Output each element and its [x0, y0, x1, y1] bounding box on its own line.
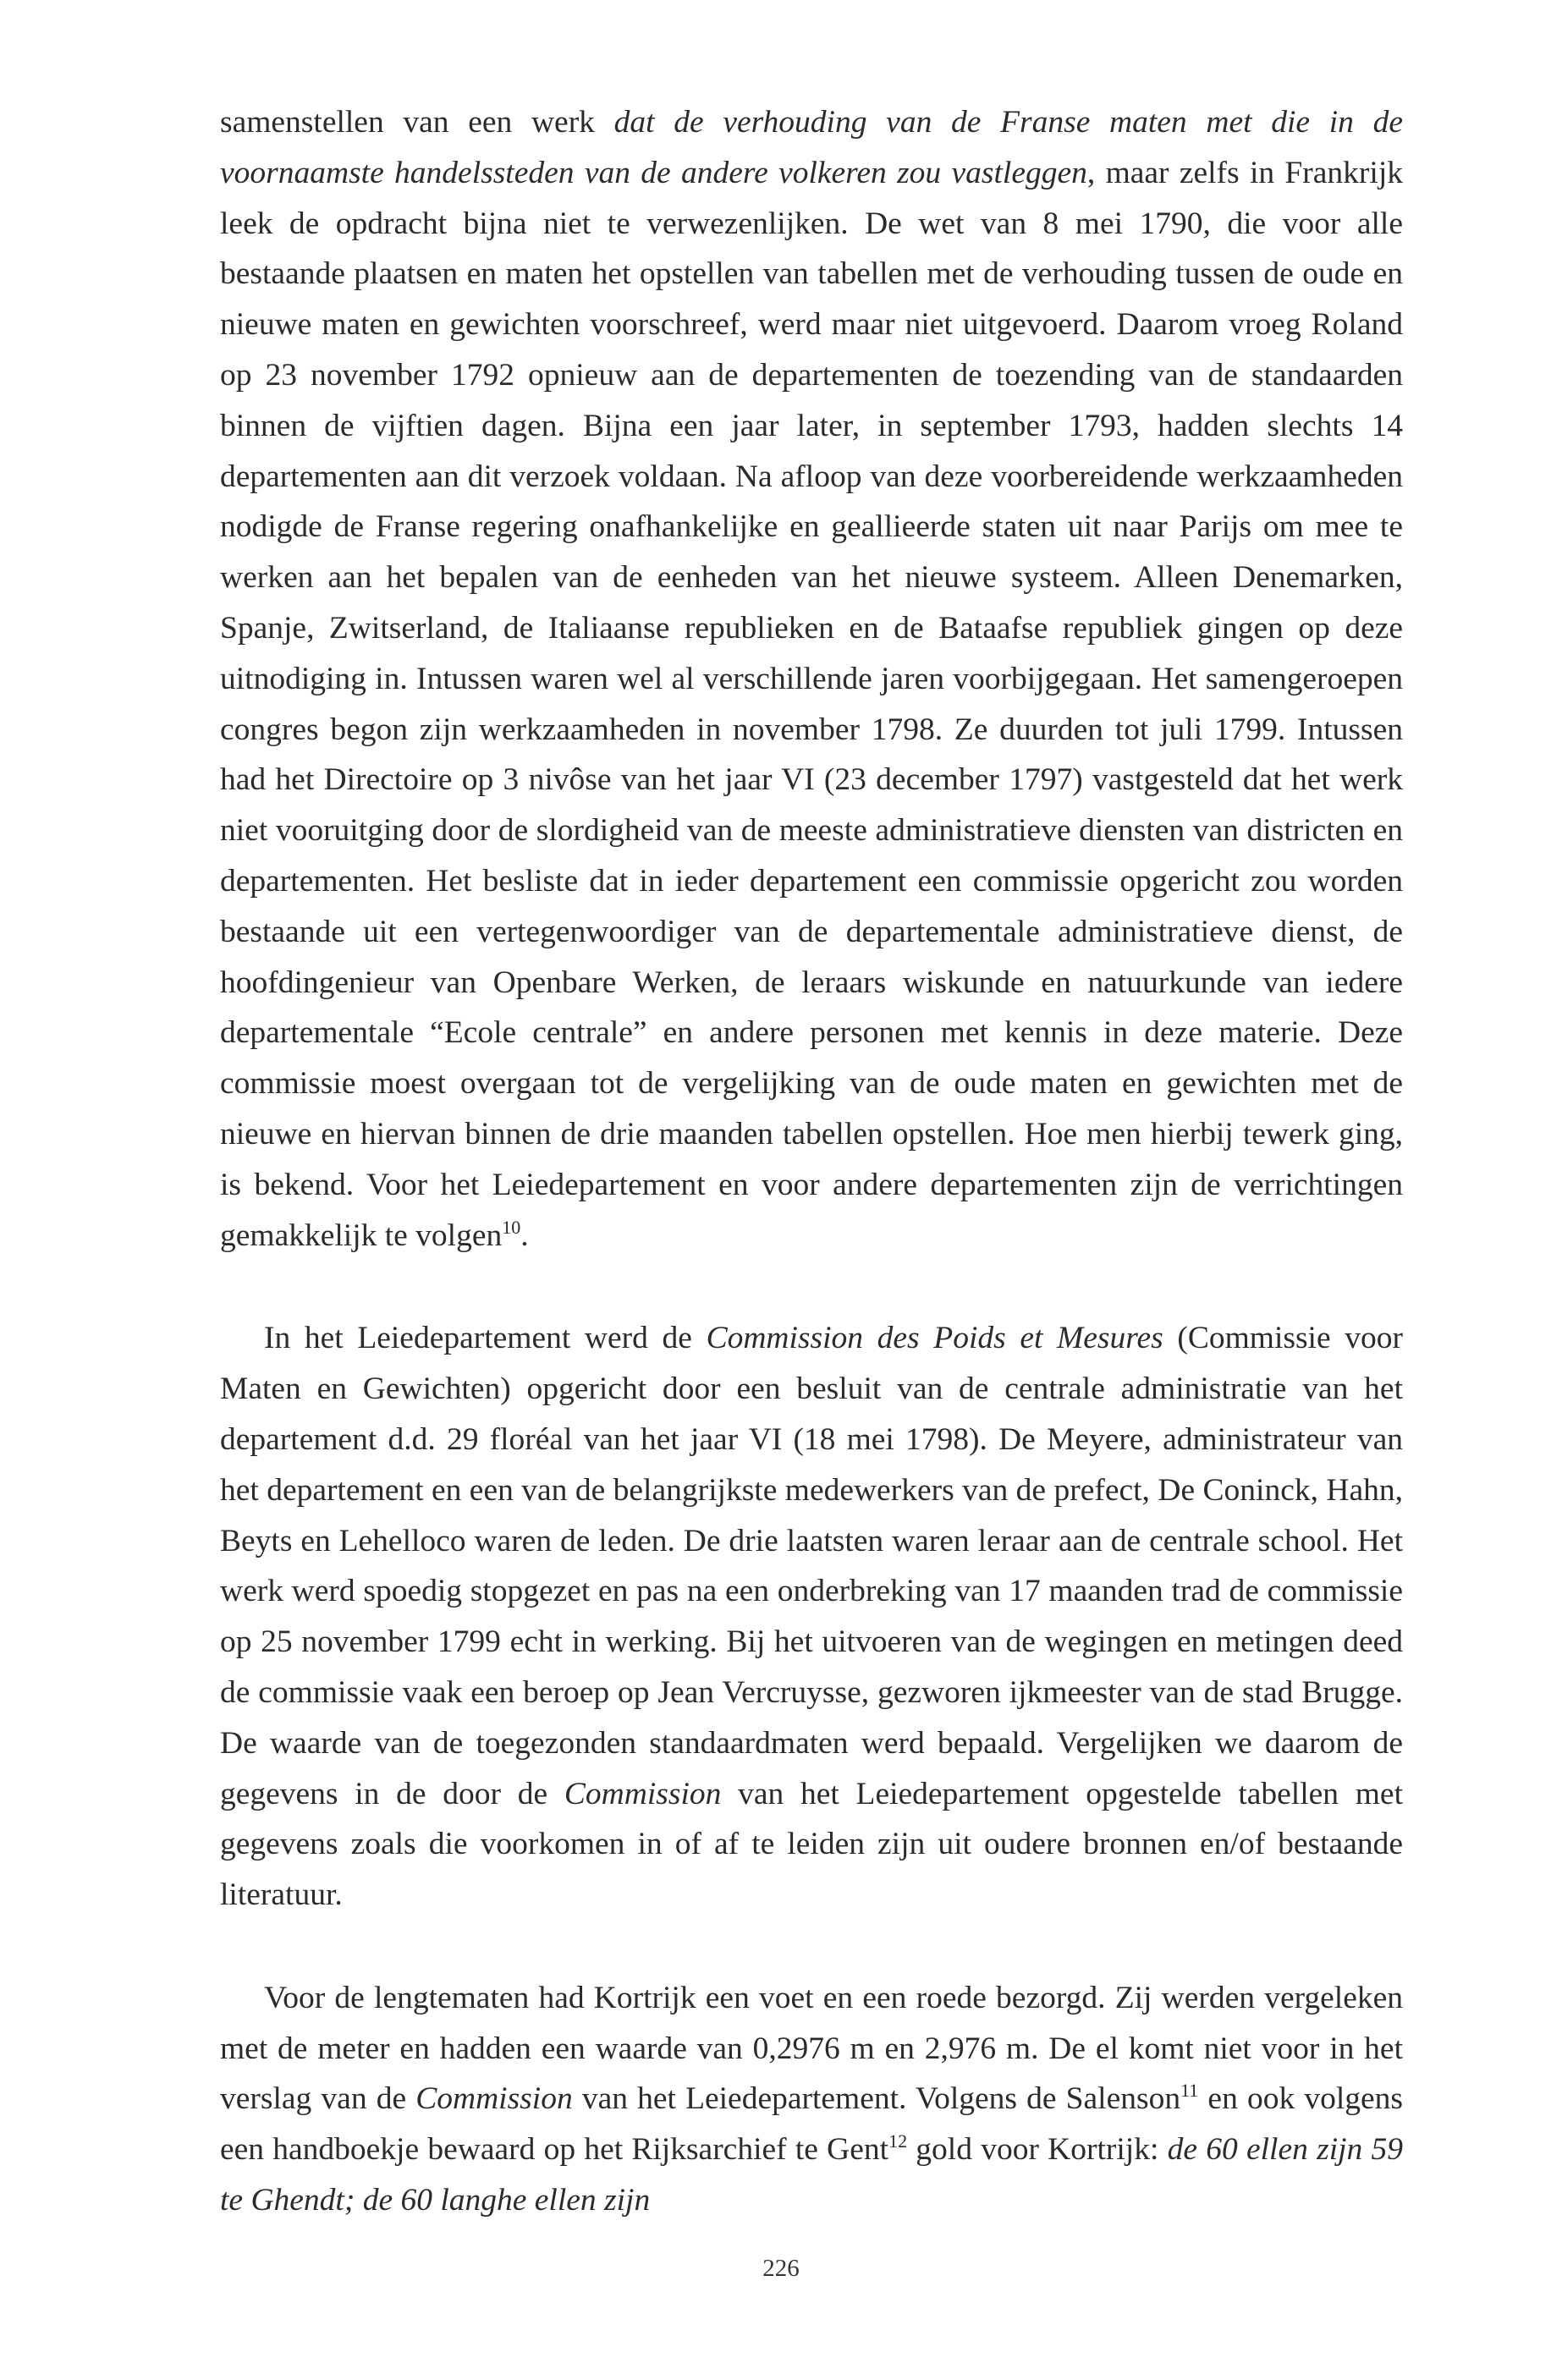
- footnote-ref: 10: [502, 1216, 521, 1238]
- footnote-ref: 12: [888, 2130, 908, 2152]
- footnote-ref: 11: [1180, 2080, 1199, 2102]
- paragraph-3: [220, 1973, 1403, 2226]
- italic-run: Commission des Poids et Mesures: [706, 1321, 1163, 1356]
- text-run: (Commissie voor Maten en Gewichten) opgericht door een besluit van de centrale administratie van het departement d.d. 29 floréal van het jaar VI (18 mei 1798). De Meyere, administrateur van het departement en een van de belangrijkste medewerkers van de prefect, De Coninck, Hahn, Beyts en Lehelloco waren de leden. De drie laatsten waren leraar aan de centrale school. Het werk werd spoedig stopgezet en pas na een onderbreking van 17 maanden trad de commissie op 25 november 1799 echt in werking. Bij het uitvoeren van de wegingen en metingen deed de commissie vaak een beroep op Jean Vercruysse, gezworen ijkmeester van de stad Brugge. De waarde van de toegezonden standaardmaten werd bepaald. Vergelijken we daarom de gegevens in de door de: [220, 1321, 1403, 1811]
- text-run: samenstellen van een werk: [220, 105, 614, 140]
- text-run: In het Leiedepartement werd de: [264, 1321, 707, 1356]
- text-run: .: [520, 1217, 529, 1253]
- paragraph-2: [220, 1313, 1403, 1921]
- text-run: van het Leiedepartement opgestelde tabellen met gegevens zoals die voorkomen in of af te leiden zijn uit oudere bronnen en/of bestaande literatuur.: [220, 1776, 1403, 1913]
- text-run: gold voor Kortrijk:: [907, 2132, 1168, 2168]
- text-run: Voor de lengtematen had Kortrijk een voet en een roede bezorgd. Zij werden vergeleken met de meter en hadden een waarde van 0,2976 m en 2,976 m. De el komt niet voor in het verslag van de: [220, 1980, 1403, 2117]
- page-number: 226: [762, 2255, 800, 2282]
- page-body: [220, 97, 1403, 2226]
- text-run: en ook volgens een handboekje bewaard op het Rijksarchief te Gent: [220, 2081, 1404, 2168]
- paragraph-1: [220, 97, 1403, 1261]
- italic-run: Commission: [564, 1776, 722, 1811]
- italic-run: Commission: [415, 2081, 573, 2117]
- italic-run: dat de verhouding van de Franse maten met die in de voornaamste handelssteden van de andere volkeren zou vastleggen: [220, 105, 1403, 190]
- text-run: , maar zelfs in Frankrijk leek de opdracht bijna niet te verwezenlijken. De wet van 8 mei 1790, die voor alle bestaande plaatsen en maten het opstellen van tabellen met de verhouding tussen de oude en nieuwe maten en gewichten voorschreef, werd maar niet uitgevoerd. Daarom vroeg Roland op 23 november 1792 opnieuw aan de departementen de toezending van de standaarden binnen de vijftien dagen. Bijna een jaar later, in september 1793, hadden slechts 14 departementen aan dit verzoek voldaan. Na afloop van deze voorbereidende werkzaamheden nodigde de Franse regering onafhankelijke en geallieerde staten uit naar Parijs om mee te werken aan het bepalen van de eenheden van het nieuwe systeem. Alleen Denemarken, Spanje, Zwitserland, de Italiaanse republieken en de Bataafse republiek gingen op deze uitnodiging in. Intussen waren wel al verschillende jaren voorbijgegaan. Het samengeroepen congres begon zijn werkzaamheden in november 1798. Ze duurden tot juli 1799. Intussen had het Directoire op 3 nivôse van het jaar VI (23 december 1797) vastgesteld dat het werk niet vooruitging door de slordigheid van de meeste administratieve diensten van districten en departementen. Het besliste dat in ieder departement een commissie opgericht zou worden bestaande uit een vertegenwoordiger van de departementale administratieve dienst, de hoofdingenieur van Openbare Werken, de leraars wiskunde en natuurkunde van iedere departementale “Ecole centrale” en andere personen met kennis in deze materie. Deze commissie moest overgaan tot de vergelijking van de oude maten en gewichten met de nieuwe en hiervan binnen de drie maanden tabellen opstellen. Hoe men hierbij tewerk ging, is bekend. Voor het Leiedepartement en voor andere departementen zijn de verrichtingen gemakkelijk te volgen: [220, 155, 1403, 1253]
- text-run: van het Leiedepartement. Volgens de Salenson: [572, 2081, 1181, 2117]
- italic-run: de 60 ellen zijn 59 te Ghendt; de 60 langhe ellen zijn: [220, 2132, 1404, 2218]
